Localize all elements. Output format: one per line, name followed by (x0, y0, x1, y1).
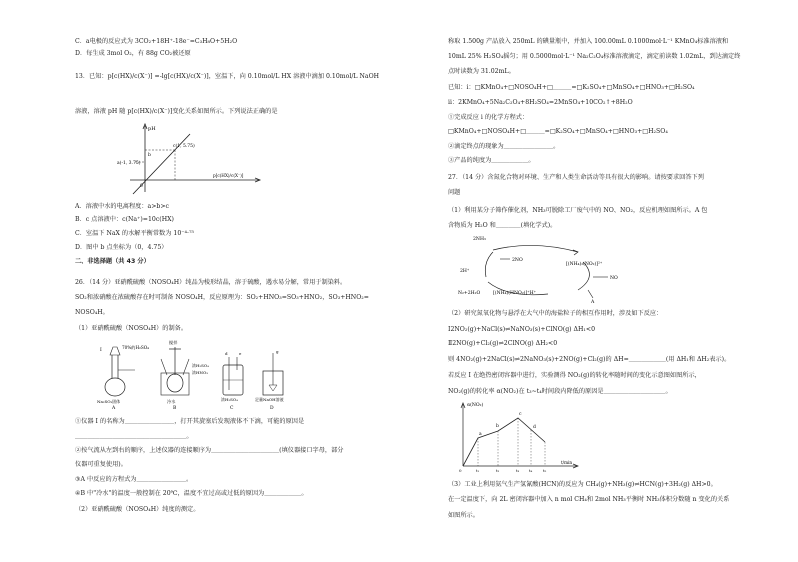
port-g: g (276, 349, 279, 354)
ph-point-c: c(1, 5.75) (173, 144, 195, 149)
apparatus-a (97, 344, 149, 411)
right-text-line: 已知：i：□KMnO₄+□NOSO₄H+□＿＿＿=□K₂SO₄+□MnSO₄+□HNO₃+□H₂SO₄ (448, 84, 695, 91)
label-funnel-i: I (100, 348, 102, 353)
label-na2so3: Na₂SO₃固体 (97, 399, 121, 404)
ph-graph (117, 122, 265, 197)
label-b-hno3: 浓HNO₃ (192, 370, 208, 375)
left-text-line: A．溶液中水的电离程度：a>b>c (75, 203, 170, 210)
node-no: NO (610, 276, 618, 281)
right-text-line: NO₂(g)的转化率 α(NO₂)在 t₃~t₄时间段内降低的原因是＿＿＿＿＿＿＿＿＿＿。 (448, 388, 672, 395)
right-text-line: 若反应 I 在绝热密闭容器中进行，实验测得 NO₂(g)的转化率随时间的变化示意图如图所示， (448, 372, 701, 379)
left-text-line: B．c 点溶液中：c(Na⁺)=10c(HX) (75, 216, 174, 223)
conv-y-label: α(NO₂) (467, 403, 484, 408)
left-text-line: 13．已知：p[c(HX)/c(X⁻)] =-lg[c(HX)/c(X⁻)]，室温下，向 0.10mol/L HX 溶液中滴加 0.10mol/L NaOH (75, 73, 380, 80)
label-d: D (270, 406, 274, 411)
right-text-line: 在一定温度下，向 2L 密闭容器中加入 n mol CH₄和 2mol NH₃平衡时 NH₃体积分数随 n 变化的关系 (448, 496, 730, 503)
node-nh4-no2: [(NH₄)₂(NO₂)]²⁺ (566, 262, 603, 267)
right-text-line: ①完成反应 i 的化学方程式： (448, 114, 529, 121)
ph-axis-label: pH (148, 126, 156, 132)
port-e: e (239, 351, 242, 356)
conv-tick-t2: t₂ (496, 468, 500, 473)
conv-point-c: c (519, 412, 522, 417)
node-2h: 2H⁺ (460, 269, 470, 274)
left-text-line: SO₂和浓硝酸在浓硫酸存在时可制备 NOSO₄H，反应原理为：SO₂+HNO₃=SO₃+HNO₂，SO₃+HNO₂= (75, 294, 369, 301)
right-text-line: 则 4NO₂(g)+2NaCl(s)⇌2NaNO₃(s)+2NO(g)+Cl₂(g)的 ΔH=＿＿＿＿＿＿(用 ΔH₁和 ΔH₂表示)。 (448, 356, 731, 363)
reaction-cycle-diagram (458, 232, 628, 304)
left-text-line: 26．（14 分）亚硝酰硫酸（NOSO₄H）纯品为棱形结晶，溶于硫酸，遇水易分解，常用于制染料。 (75, 279, 347, 286)
left-text-line: ＿＿＿＿＿＿＿＿＿＿＿＿＿＿＿＿＿＿。 (75, 433, 193, 440)
left-text-line: 溶液，溶液 pH 随 p[c(HX)/c(X⁻)]变化关系如图所示。下列说法正确的是 (75, 108, 278, 115)
conv-x-label: t/min (561, 460, 573, 465)
right-text-line: □KMnO₄+□NOSO₄H+□＿＿＿=□K₂SO₄+□MnSO₄+□HNO₃+□H₂SO₄ (448, 128, 668, 135)
right-text-line: 27．（14 分）含氮化合物对环境、生产和人类生命活动等具有很大的影响。请按要求回答下列 (448, 174, 704, 181)
label-acid: 70%的H₂SO₄ (122, 345, 149, 350)
left-text-line: D．每生成 3mol O₂，有 88g CO₂被还原 (75, 50, 191, 57)
right-text-line: 含物质为 H₂O 和＿＿＿＿(填化学式)。 (448, 222, 557, 229)
right-text-line: 称取 1.500g 产品放入 250mL 的碘量瓶中，并加入 100.00mL 0.1000mol·L⁻¹ KMnO₄标准溶液和 (448, 38, 729, 45)
left-text-line: C．a电极的反应式为 3CO₂+18H⁺-18e⁻=C₃H₈O+5H₂O (75, 38, 238, 45)
left-text-line: ①仪器 I 的名称为＿＿＿＿＿＿＿＿，打开其旋塞后发现液体不下滴，可能的原因是 (75, 418, 305, 425)
right-text-line: ii：2KMnO₄+5Na₂C₂O₄+8H₂SO₄=2MnSO₄+10CO₂↑+8H₂O (448, 99, 633, 106)
right-text-line: （2）研究氮氧化物与悬浮在大气中的海盐粒子的相互作用时，涉及如下反应： (448, 310, 663, 317)
node-n2-h2o: N₂+2H₂O (458, 291, 481, 296)
conv-point-b: b (496, 424, 499, 429)
conv-tick-t4: t₄ (529, 468, 533, 473)
conv-tick-0: 0 (459, 468, 462, 473)
node-a: A (591, 300, 595, 305)
label-c: C (230, 406, 234, 411)
apparatus-b (161, 339, 209, 411)
label-naoh: 足量NaOH溶液 (255, 397, 284, 402)
port-d: d (225, 351, 228, 356)
ph-x-axis-label: p[c(HX)/c(X⁻)] (213, 173, 244, 178)
left-text-line: 仪器可重复使用)。 (75, 461, 127, 468)
right-text-line: 问题 (448, 189, 461, 196)
right-text-line: （3）工业上利用氨气生产氢氰酸(HCN)的反应为 CH₄(g)+NH₃(g)⇌HCN(g)+3H₂(g) ΔH>0。 (448, 481, 717, 488)
left-text-line: ②按气流从左到右的顺序，上述仪器的连接顺序为＿＿＿＿＿＿＿＿＿＿＿(填仪器接口字母，部分 (75, 447, 344, 454)
conv-tick-t5: t₅ (543, 468, 547, 473)
right-text-line: 点时读数为 31.02mL。 (448, 68, 515, 75)
apparatus-diagram (95, 335, 305, 410)
label-cold-water: 冷水 (167, 399, 176, 404)
right-text-line: Ⅱ2NO(g)+Cl₂(g)⇌2ClNO(g) ΔH₂<0 (448, 340, 558, 347)
conv-tick-t1: t₁ (476, 468, 480, 473)
apparatus-c (221, 351, 243, 411)
conv-point-d: d (533, 425, 536, 430)
node-2nh3: 2NH₃ (473, 237, 486, 242)
ph-origin: 0 (140, 184, 143, 189)
right-text-line: 如图所示。 (448, 512, 479, 519)
right-text-line: （1）利用某分子筛作催化剂，NH₃可脱除工厂废气中的 NO、NO₂，反应机理如图所示。A 包 (448, 207, 708, 214)
node-nh4-hno2: [(NH₄)(HNO₂)]⁺H⁺ (493, 291, 537, 296)
label-c-h2so4: 浓H₂SO₄ (221, 397, 238, 402)
ph-point-a: a(-1, 3.75) (117, 161, 141, 166)
label-a: A (112, 406, 116, 411)
node-2no: 2NO (512, 258, 523, 263)
label-b-h2so4: 浓H₂SO₄ (192, 363, 209, 368)
left-text-line: ③A 中反应的方程式为＿＿＿＿＿＿＿＿。 (75, 476, 193, 483)
left-text-line: ④B 中"冷水"的温度一般控制在 20℃，温度不宜过高或过低的原因为＿＿＿＿＿＿。 (75, 490, 308, 497)
right-text-line: 10mL 25% H₂SO₄摇匀；用 0.5000mol·L⁻¹ Na₂C₂O₄标准溶液滴定，滴定前读数 1.02mL，到达滴定终 (448, 53, 741, 60)
right-text-line: Ⅰ2NO₂(g)+NaCl(s)⇌NaNO₃(s)+ClNO(g) ΔH₁<0 (448, 326, 596, 333)
label-stir: 搅拌 (169, 340, 178, 345)
apparatus-d (255, 349, 284, 411)
left-text-line: （1）亚硝酰硫酸（NOSO₄H）的制备。 (75, 325, 188, 332)
ph-point-b: b (148, 153, 151, 158)
conv-point-a: a (479, 432, 482, 437)
left-text-line: D．图中 b 点坐标为（0，4.75） (75, 244, 168, 251)
right-text-line: ③产品的纯度为＿＿＿＿＿＿。 (448, 157, 535, 164)
left-text-line: NOSO₄H。 (75, 309, 109, 316)
conversion-graph (453, 398, 583, 474)
conv-tick-t3: t₃ (516, 468, 520, 473)
right-text-line: ②滴定终点的现象为＿＿＿＿＿＿＿＿。 (448, 143, 560, 150)
left-text-line: 二、非选择题（共 43 分） (75, 258, 150, 265)
label-b: B (173, 406, 177, 411)
left-text-line: （2）亚硝酰硫酸（NOSO₄H）纯度的测定。 (75, 506, 200, 513)
left-text-line: C．室温下 NaX 的水解平衡常数为 10⁻⁴·⁷⁵ (75, 230, 194, 237)
